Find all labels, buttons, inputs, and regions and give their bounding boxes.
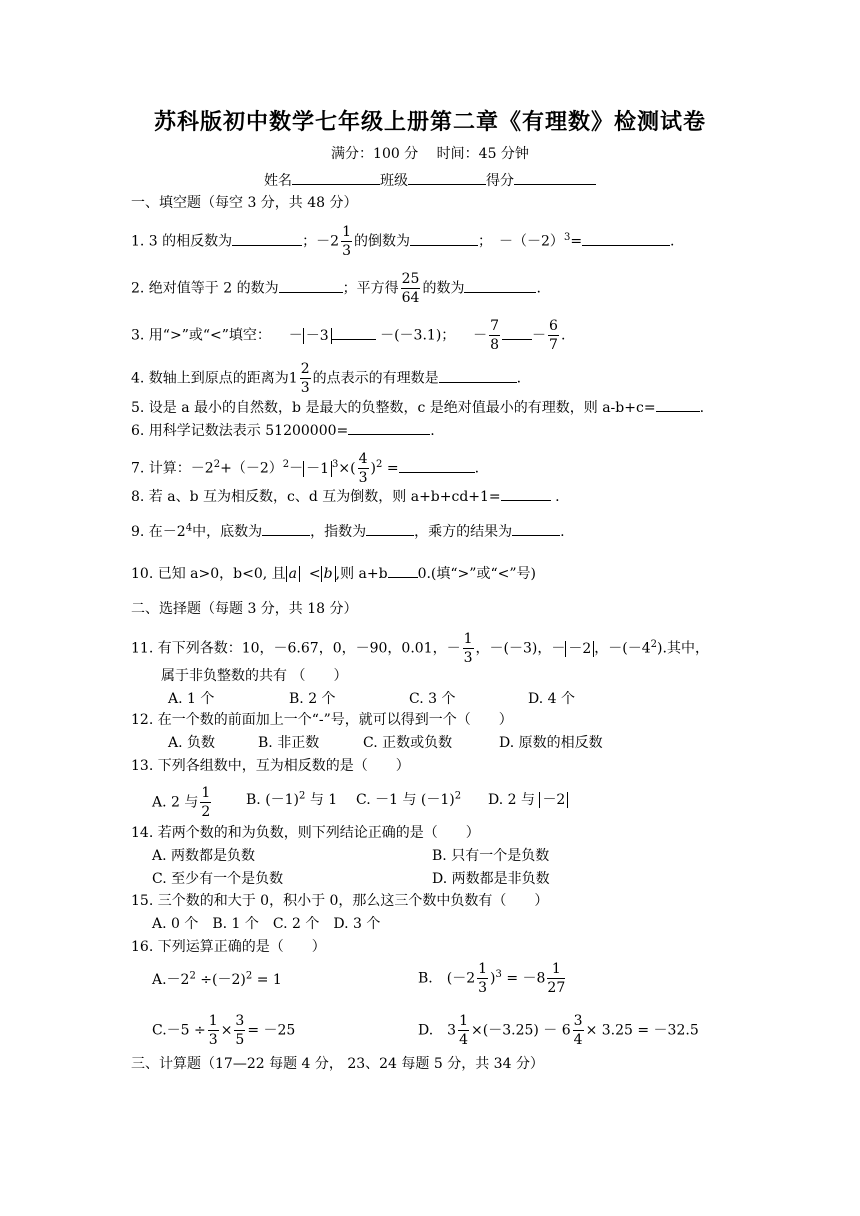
fraction: $\frac{1}{3}$ (478, 961, 488, 996)
question-16: 16. 下列运算正确的是（ ） (131, 939, 326, 955)
name-blank[interactable] (292, 170, 380, 185)
q12-option-a[interactable]: A. 负数 (168, 735, 216, 751)
q3-blank-1[interactable] (332, 325, 376, 340)
absolute-value: －3 (303, 328, 332, 344)
fraction: $\frac{1}{4}$ (459, 1013, 469, 1048)
fraction: $\frac{4}{3}$ (358, 451, 368, 486)
q15-options[interactable]: A. 0 个 B. 1 个 C. 2 个 D. 3 个 (152, 916, 381, 932)
question-4: 4. 数轴上到原点的距离为1 $\frac{2}{3}$ 的点表示的有理数是 . (131, 361, 522, 396)
page-title: 苏科版初中数学七年级上册第二章《有理数》检测试卷 (153, 109, 706, 135)
fraction: $\frac{3}{4}$ (573, 1013, 583, 1048)
q8-blank[interactable] (501, 486, 551, 501)
fraction: $\frac{1}{3}$ (208, 1013, 218, 1048)
q12-option-c[interactable]: C. 正数或负数 (363, 735, 453, 751)
fraction: $\frac{2}{3}$ (300, 361, 310, 396)
name-label: 姓名 (264, 173, 292, 189)
q16-option-c[interactable]: C.－5 ÷ $\frac{1}{3}$ × $\frac{3}{5}$ = －25 (152, 1013, 296, 1048)
student-info (0, 170, 860, 190)
q16-option-b[interactable]: B. (－2 $\frac{1}{3}$ )$^3$ = －8 $\frac{1}{27}$ (418, 961, 566, 996)
question-7: 7. 计算：$-2^2+(-2)^2- -1$ $^3$×( $\frac{4}{3}$ )$^2$ = . (131, 451, 480, 486)
question-1: 1. 3 的相反数为 ；－2 $\frac{1}{3}$ 的倒数为 ； $-(-2)^3=$ . (131, 224, 675, 259)
q11-option-d[interactable]: D. 4 个 (528, 691, 575, 707)
question-11: 11. 有下列各数：10，－6.67，0，－90，0.01，－ $\frac{1}{3}$ ，－(－3)，－ －2 ，$-(-4^2)$.其中， (131, 631, 709, 666)
section-calc: 三、计算题（17—22 每题 4 分， 23、24 每题 5 分，共 34 分） (131, 1056, 544, 1072)
question-15: 15. 三个数的和大于 0，积小于 0，那么这三个数中负数有（ ） (131, 893, 549, 909)
q14-option-c[interactable]: C. 至少有一个是负数 (152, 871, 284, 887)
q9-blank-1[interactable] (262, 521, 310, 536)
fraction: $\frac{3}{5}$ (235, 1013, 245, 1048)
q2-blank-2[interactable] (464, 278, 536, 293)
q12-option-b[interactable]: B. 非正数 (258, 735, 320, 751)
section-fill: 一、填空题（每空 3 分，共 48 分） (131, 195, 358, 211)
q14-option-d[interactable]: D. 两数都是非负数 (432, 871, 550, 887)
q11-option-b[interactable]: B. 2 个 (289, 691, 336, 707)
question-6: 6. 用科学记数法表示 51200000= . (131, 420, 435, 441)
fraction: $\frac{1}{2}$ (201, 785, 211, 820)
q13-option-d[interactable]: D. 2 与 －2 (488, 790, 568, 810)
q1-blank-2[interactable] (410, 231, 478, 246)
fraction: $\frac{6}{7}$ (549, 318, 558, 353)
question-9: 9. 在$-2^4$中，底数为 ，指数为 ，乘方的结果为 . (131, 522, 565, 540)
score-time: 满分：100 分 时间：45 分钟 (331, 146, 529, 162)
question-2: 2. 绝对值等于 2 的数为 ；平方得 $\frac{25}{64}$ 的数为 . (131, 271, 541, 306)
q14-option-a[interactable]: A. 两数都是负数 (152, 848, 256, 864)
absolute-value: －2 (539, 792, 568, 808)
q1-blank-1[interactable] (232, 231, 302, 246)
question-3: 3. 用“>”或“<”填空： － －3 －(－3.1)； － $\frac{7}{8}$ － $\frac{6}{7}$ . (131, 318, 566, 353)
class-blank[interactable] (408, 170, 486, 185)
question-12: 12. 在一个数的前面加上一个“-”号，就可以得到一个（ ） (131, 712, 513, 728)
score-label: 得分 (486, 173, 514, 189)
fraction: $\frac{7}{8}$ (490, 318, 500, 353)
absolute-value: －1 (303, 461, 332, 477)
question-5: 5. 设是 a 最小的自然数，b 是最大的负整数，c 是绝对值最小的有理数，则 a-b+c= . (131, 397, 704, 418)
absolute-value: －2 (565, 641, 594, 657)
q6-blank[interactable] (348, 420, 430, 435)
q11-option-a[interactable]: A. 1 个 (168, 691, 215, 707)
score-blank[interactable] (514, 170, 596, 185)
q2-blank-1[interactable] (279, 278, 343, 293)
q16-option-d[interactable]: D. 3 $\frac{1}{4}$ ×(－3.25) － 6 $\frac{3}{4}$ × 3.25 = －32.5 (418, 1013, 699, 1048)
question-10: 10. 已知 a>0，b<0, 且 a < b ,则 a+b 0.(填“>”或“<”号) (131, 563, 536, 584)
question-11-line2: 属于非负整数的共有 （ ） (161, 668, 348, 684)
q11-option-c[interactable]: C. 3 个 (409, 691, 456, 707)
fraction: $\frac{25}{64}$ (401, 271, 420, 306)
fraction: $\frac{1}{3}$ (463, 631, 473, 666)
q4-blank[interactable] (439, 368, 517, 383)
q1-blank-3[interactable] (582, 231, 670, 246)
q12-option-d[interactable]: D. 原数的相反数 (499, 735, 603, 751)
q3-blank-2[interactable] (502, 325, 532, 340)
q9-blank-3[interactable] (512, 521, 560, 536)
fraction: $\frac{1}{27}$ (547, 961, 566, 996)
q13-option-a[interactable]: A. 2 与 $\frac{1}{2}$ (152, 785, 211, 820)
q10-blank[interactable] (388, 563, 418, 578)
q9-blank-2[interactable] (366, 521, 414, 536)
question-8: 8. 若 a、b 互为相反数，c、d 互为倒数，则 a+b+cd+1= . (131, 486, 560, 507)
q7-blank[interactable] (399, 458, 475, 473)
q5-blank[interactable] (656, 397, 700, 412)
question-14: 14. 若两个数的和为负数，则下列结论正确的是（ ） (131, 825, 480, 841)
q14-option-b[interactable]: B. 只有一个是负数 (432, 848, 550, 864)
question-13: 13. 下列各组数中，互为相反数的是（ ） (131, 758, 410, 774)
q16-option-a[interactable]: $A.-2^2 \div(-2)^2 = 1$ (152, 970, 282, 988)
class-label: 班级 (380, 173, 408, 189)
fraction: $\frac{1}{3}$ (342, 224, 352, 259)
q13-option-b[interactable]: B. $(-1)^2$ 与 1 (246, 790, 338, 808)
q13-option-c[interactable]: C. －1 与 $(-1)^2$ (356, 790, 462, 808)
section-choice: 二、选择题（每题 3 分，共 18 分） (131, 601, 358, 617)
